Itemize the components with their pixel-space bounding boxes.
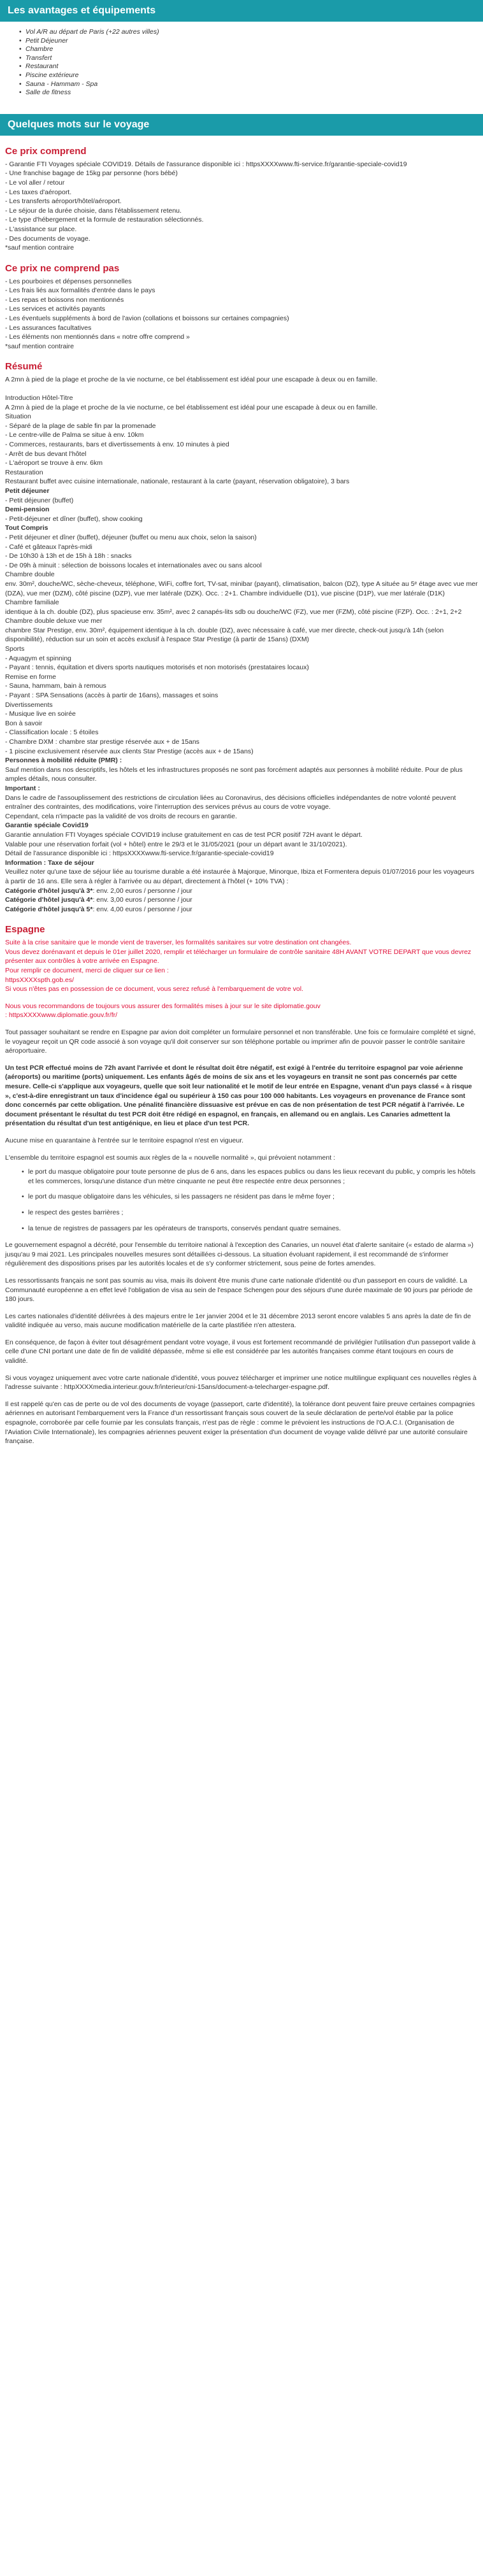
espagne-rule-item: • la tenue de registres de passagers par les opérateurs de transports, conservés pendant quatre semaines. [22,1224,478,1234]
resume-line: - De 09h à minuit : sélection de boissons locales et internationales avec ou sans alcool [5,561,262,569]
resume-line: Garantie spéciale Covid19 [5,822,89,830]
prix-comprend-line: *sauf mention contraire [5,244,74,252]
resume-line: - Musique live en soirée [5,710,76,718]
espagne-paragraph: Le gouvernement espagnol a décrété, pour l'ensemble du territoire national à l'exception des Canaries, un nouvel état d'alerte sanitaire (« estado de alarma ») jusqu'au 9 mai 2021. Les principales nouvelles mesures sont détaillées ci-dessous. La situation évoluant rapidement, il est recommandé de s'informer régulièrement des dispositions prises par les autorités locales et de s'y conformer strictement, sous peine de fortes amendes. [5,1241,474,1268]
resume-line: - Aquagym et spinning [5,654,71,662]
resume-line: Restaurant buffet avec cuisine internationale, nationale, restaurant à la carte (payant, réservation obligatoire), 3 bars [5,478,350,486]
resume-line: - Payant : SPA Sensations (accès à partir de 16ans), massages et soins [5,692,219,700]
espagne-rules-list [5,1167,478,1233]
espagne-red-line: Si vous n'êtes pas en possession de ce document, vous serez refusé à l'embarquement de votre vol. [5,985,304,993]
resume-line: Situation [5,413,31,421]
resume-line: chambre Star Prestige, env. 30m², équipement identique à la ch. double (DZ), avec nécessaire à café, vue mer directe, check-out jusqu'à 14h (selon disponibilité), réduction sur un soin et accès exclusif à l'espace Star Prestige (à partir de 15ans) (DXM) [5,626,444,644]
tax-category-row [5,905,478,914]
espagne-paragraph: Les cartes nationales d'identité délivrées à des majeurs entre le 1er janvier 2004 et le 31 décembre 2013 seront encore valables 5 ans après la date de fin de validité indiquée au verso, mais aucune modification matérielle de la carte plastifiée n'en attestera. [5,1312,472,1330]
espagne-paragraph: Les ressortissants français ne sont pas soumis au visa, mais ils doivent être munis d'une carte nationale d'identité ou d'un passeport en cours de validité. La Communauté européenne a en effet levé l'obligation de visa au sein de l'espace Schengen pour des séjours d'une durée maximale de 90 jours par période de 180 jours. [5,1276,473,1304]
espagne-red-line: : httpsXXXXwww.diplomatie.gouv.fr/fr/ [5,1011,118,1020]
espagne-red-notice [5,938,478,994]
resume-line: Sauf mention dans nos descriptifs, les hôtels et les infrastructures proposés ne sont pas forcément adaptés aux personnes à mobilité réduite. Pour de plus amples détails, nous consulter. [5,765,463,783]
prix-comprend-line: - Le séjour de la durée choisie, dans l'établissement retenu. [5,206,182,215]
resume-line: Cependant, cela n'impacte pas la validité de vos droits de recours en garantie. [5,812,237,820]
feature-item: • Salle de fitness [19,89,483,97]
espagne-paragraph: En conséquence, de façon à éviter tout désagrément pendant votre voyage, il vous est fortement recommandé de privilégier l'utilisation d'un passeport valide à celle d'une CNI portant une date de fin de validité dépassée, même si elle est considérée par les autorités françaises comme étant toujours en cours de validité. [5,1338,476,1365]
tax-categories [5,886,478,914]
tax-category-label: Catégorie d'hôtel jusqu'à 3* [5,886,93,895]
prix-comprend-line: - Le vol aller / retour [5,178,65,187]
resume-line: env. 30m², douche/WC, sèche-cheveux, téléphone, WiFi, coffre fort, TV-sat, minibar (payant), climatisation, balcon (DZ), type A située au 5ᵉ étage avec vue mer (DZA), vue mer (DZM), côté piscine (DZP), vue mer latérale (DZK). Occ. : 2+1. Chambre individuelle (D1), vue piscine (D1P), vue mer latérale (D1K) [5,580,478,597]
resume-line: - Séparé de la plage de sable fin par la promenade [5,422,156,430]
feature-item: • Sauna - Hammam - Spa [19,80,483,89]
prix-ne-comprend-line: - Les pourboires et dépenses personnelles [5,277,132,285]
resume-line: - 1 piscine exclusivement réservée aux clients Star Prestige (accès aux + de 15ans) [5,747,254,755]
resume-line: Chambre double deluxe vue mer [5,617,103,625]
espagne-paragraphs [5,1028,478,1162]
resume-line: - Petit déjeuner et dîner (buffet), déjeuner (buffet ou menu aux choix, selon la saison) [5,533,257,541]
resume-line: Valable pour une réservation forfait (vol + hôtel) entre le 29/3 et le 31/05/2021 (pour un départ avant le 31/10/2021). [5,840,347,848]
resume-line: - Le centre-ville de Palma se situe à env. 10km [5,431,144,439]
prix-comprend-title: Ce prix comprend [5,145,87,157]
tax-category-label: Catégorie d'hôtel jusqu'à 4* [5,896,93,904]
espagne-rule-item: • le port du masque obligatoire dans les véhicules, si les passagers ne résident pas dans le même foyer ; [22,1192,478,1202]
prix-ne-comprend-line: - Les frais liés aux formalités d'entrée dans le pays [5,287,155,295]
resume-line: Restauration [5,468,43,476]
resume-line: Chambre double [5,571,55,579]
prix-ne-comprend-line: - Les éventuels suppléments à bord de l'avion (collations et boissons sur certaines compagnies) [5,315,289,323]
resume-line: Veuillez noter qu'une taxe de séjour liée au tourisme durable a été instaurée à Majorque, Minorque, Ibiza et Formentera depuis 01/07/2016 pour les voyageurs à partir de 16 ans. Elle sera à régler à l'arrivée ou au départ, directement à l'hôtel (+ 10% TVA) : [5,868,475,885]
feature-item: • Chambre [19,45,483,54]
resume-line: - Classification locale : 5 étoiles [5,729,99,737]
feature-item: • Piscine extérieure [19,71,483,80]
prix-ne-comprend-line: - Les assurances facultatives [5,324,92,332]
tax-category-row [5,895,478,905]
resume-line: - De 10h30 à 13h et de 15h à 18h : snacks [5,552,132,560]
prix-ne-comprend-line: - Les repas et boissons non mentionnés [5,295,124,304]
resume-line: Chambre familiale [5,599,59,607]
prix-comprend-line: - Le type d'hébergement et la formule de restauration sélectionnés. [5,216,204,224]
prix-ne-comprend-line: *sauf mention contraire [5,342,74,350]
resume-line: - Arrêt de bus devant l'hôtel [5,450,87,458]
feature-item: • Vol A/R au départ de Paris (+22 autres villes) [19,28,483,37]
espagne-paragraph: L'ensemble du territoire espagnol est soumis aux règles de la « nouvelle normalité », qui prévoient notamment : [5,1153,335,1162]
resume-title: Résumé [5,361,43,373]
tax-category-value: : env. 3,00 euros / personne / jour [92,896,192,904]
tax-category-row [5,886,478,896]
resume-line: Information : Taxe de séjour [5,858,94,867]
espagne-red-line: httpsXXXXspth.gob.es/ [5,976,74,984]
espagne-red-line: Pour remplir ce document, merci de cliquer sur ce lien : [5,967,169,975]
prix-comprend-line: - Une franchise bagage de 15kg par personne (hors bébé) [5,169,178,178]
espagne-paragraph: Il est rappelé qu'en cas de perte ou de vol des documents de voyage (passeport, carte d'identité), la tolérance dont peuvent faire preuve certaines compagnies aériennes en autorisant l'embarquement vers la France d'un ressortissant français sous couvert de la seule déclaration de perte/vol établie par la police espagnole, corroborée par celle fournie par les consulats français, n'est pas de règle : comme le prévoient les instructions de l'O.A.C.I. (Organisation de l'Aviation Civile Internationale), les compagnies aériennes peuvent exiger la présentation d'un document de voyage valide délivré par une autorité consulaire française. [5,1400,475,1446]
resume-line: - Petit-déjeuner et dîner (buffet), show cooking [5,515,143,523]
feature-item: • Transfert [19,54,483,63]
resume-line: Introduction Hôtel-Titre [5,394,73,402]
resume-line: - Payant : tennis, équitation et divers sports nautiques motorisés et non motorisés (prestataires locaux) [5,664,309,672]
resume-line: Tout Compris [5,524,48,532]
resume-line: - L'aéroport se trouve à env. 6km [5,459,103,467]
prix-comprend-line: - Les taxes d'aéroport. [5,188,72,196]
resume-line: Remise en forme [5,672,56,681]
resume-body [5,394,478,886]
resume-line: Garantie annulation FTI Voyages spéciale COVID19 incluse gratuitement en cas de test PCR positif 72H avant le départ. [5,830,363,839]
resume-line: Important : [5,784,40,792]
prix-ne-comprend-title: Ce prix ne comprend pas [5,262,120,274]
tax-category-value: : env. 4,00 euros / personne / jour [92,905,192,913]
tax-category-value: : env. 2,00 euros / personne / jour [92,886,192,895]
trip-content [0,146,483,1446]
espagne-rule-item: • le port du masque obligatoire pour toute personne de plus de 6 ans, dans les espaces publics ou dans les lieux recevant du public, y compris les hôtels et les commerces, lorsqu'une distance d'un mètre cinquante ne peut être respectée entre deux personnes ; [22,1167,478,1186]
prix-comprend-line: - L'assistance sur place. [5,225,77,233]
espagne-paragraph: Un test PCR effectué moins de 72h avant l'arrivée et dont le résultat doit être négatif, est exigé à l'entrée du territoire espagnol par voie aérienne (aéroports) ou maritime (ports) uniquement. Les enfants âgés de moins de six ans et les voyageurs en transit ne sont pas concernés par cette mesure. Celle-ci s'applique aux voyageurs, quelle que soit leur nationalité et le motif de leur entrée en Espagne, venant d'un pays classé « à risque », c'est-à-dire enregistrant un taux d'incidence égal ou supérieur à 150 cas pour 100 000 habitants. Les voyageurs en provenance de France sont donc concernés par cette obligation. Une pénalité financière dissuasive est prévue en cas de non présentation de test PCR négatif à l'arrivée. Le document présentant le résultat du test PCR doit être rédigé en espagnol, en français, en allemand ou en anglais. Les Canaries admettent la présentation du résultat d'un test antigénique, en lieu et place d'un test PCR. [5,1064,472,1128]
resume-line: Petit déjeuner [5,487,50,495]
resume-line: - Commerces, restaurants, bars et divertissements à env. 10 minutes à pied [5,441,229,448]
espagne-red-line: Nous vous recommandons de toujours vous assurer des formalités mises à jour sur le site diplomatie.gouv [5,1002,321,1010]
espagne-title: Espagne [5,924,45,936]
feature-item: • Restaurant [19,62,483,71]
resume-intro: A 2mn à pied de la plage et proche de la vie nocturne, ce bel établissement est idéal pour une escapade à deux ou en famille. [5,376,378,384]
prix-ne-comprend-body [5,277,478,352]
resume-line: Demi-pension [5,506,50,514]
tax-category-label: Catégorie d'hôtel jusqu'à 5* [5,905,93,913]
espagne-paragraph: Tout passager souhaitant se rendre en Espagne par avion doit compléter un formulaire personnel et non transférable. Une fois ce formulaire complété et signé, le voyageur reçoit un QR code associé à son voyage qu'il doit conserver sur son téléphone portable ou imprimer afin de pouvoir passer le contrôle sanitaire aéroportuaire. [5,1028,476,1055]
features-list [0,28,483,97]
prix-comprend-line: - Des documents de voyage. [5,234,90,243]
espagne-paragraph: Aucune mise en quarantaine à l'entrée sur le territoire espagnol n'est en vigueur. [5,1136,244,1144]
prix-ne-comprend-line: - Les éléments non mentionnés dans « notre offre comprend » [5,333,190,341]
espagne-red-recommend [5,1002,478,1020]
resume-line: - Petit déjeuner (buffet) [5,496,74,504]
prix-ne-comprend-line: - Les services et activités payants [5,305,105,313]
resume-line: identique à la ch. double (DZ), plus spacieuse env. 35m², avec 2 canapés-lits sdb ou douche/WC (FZ), vue mer (FZM), côté piscine (FZP). Occ. : 2+1, 2+2 [5,608,462,616]
resume-line: Bon à savoir [5,719,43,727]
espagne-rule-item: • le respect des gestes barrières ; [22,1208,478,1218]
resume-line: Dans le cadre de l'assouplissement des restrictions de circulation liées au Coronavirus, des décisions officielles indépendantes de notre volonté peuvent entraîner des contraintes, des modifications, voire l'interruption des services prévus au cours de votre voyage. [5,793,456,811]
resume-line: - Café et gâteaux l'après-midi [5,543,92,551]
prix-comprend-body [5,160,478,253]
prix-comprend-line: - Les transferts aéroport/hôtel/aéroport. [5,197,122,206]
espagne-red-line: Suite à la crise sanitaire que le monde vient de traverser, les formalités sanitaires sur votre destination ont changées. [5,939,352,947]
resume-line: - Chambre DXM : chambre star prestige réservée aux + de 15ans [5,738,199,746]
resume-line: Sports [5,645,25,653]
espagne-paragraph: Si vous voyagez uniquement avec votre carte nationale d'identité, vous pouvez télécharger et imprimer une notice multilingue expliquant ces nouvelles règles à l'adresse suivante : httpXXXXmedia.interieur.gouv.fr/interieur/cni-15ans/document-a-telecharger-espagne.pdf. [5,1374,477,1391]
espagne-red-line: Vous devez dorénavant et depuis le 01er juillet 2020, remplir et télécharger un formulaire de contrôle sanitaire 48H AVANT VOTRE DEPART que vous devrez présenter aux contrôles à votre arrivée en Espagne. [5,948,472,965]
quelques-banner: Quelques mots sur le voyage [0,114,483,136]
feature-item: • Petit Déjeuner [19,37,483,46]
espagne-after [5,1241,478,1446]
resume-line: A 2mn à pied de la plage et proche de la vie nocturne, ce bel établissement est idéal pour une escapade à deux ou en famille. [5,403,378,411]
resume-line: Personnes à mobilité réduite (PMR) : [5,757,122,765]
resume-line: - Sauna, hammam, bain à remous [5,682,106,690]
resume-line: Détail de l'assurance disponible ici : httpsXXXXwww.fti-service.fr/garantie-speciale-covid19 [5,850,274,858]
prix-comprend-line: - Garantie FTI Voyages spéciale COVID19. Détails de l'assurance disponible ici : httpsXXXXwww.fti-service.fr/garantie-speciale-covid19 [5,160,407,168]
avantages-banner: Les avantages et équipements [0,0,483,22]
resume-line: Divertissements [5,701,53,709]
